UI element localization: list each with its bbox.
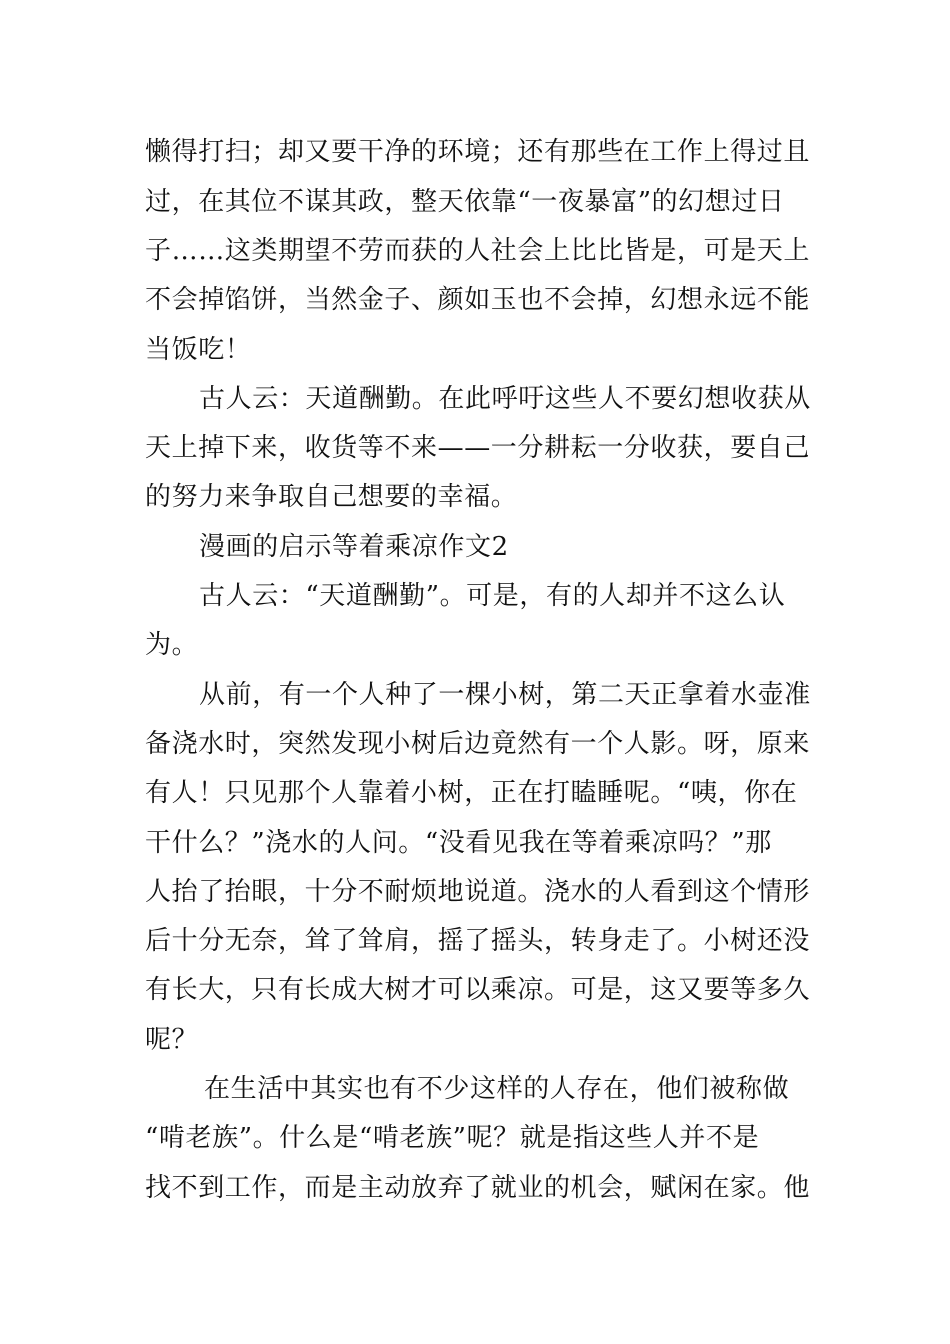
paragraph-start-line: 古人云：“天道酬勤”。可是，有的人却并不这么认 — [199, 581, 786, 611]
text-line: 有长大，只有长成大树才可以乘凉。可是，这又要等多久 — [145, 975, 811, 1005]
text-line: 人抬了抬眼，十分不耐烦地说道。浇水的人看到这个情形 — [145, 877, 811, 907]
text-line: 子……这类期望不劳而获的人社会上比比皆是，可是天上 — [145, 236, 811, 266]
text-line: 不会掉馅饼，当然金子、颜如玉也不会掉，幻想永远不能 — [145, 285, 811, 315]
text-line: 懒得打扫；却又要干净的环境；还有那些在工作上得过且 — [145, 137, 811, 167]
text-line: 的努力来争取自己想要的幸福。 — [145, 482, 518, 512]
section-heading: 漫画的启示等着乘凉作文2 — [199, 532, 509, 562]
paragraph-start-line: 从前，有一个人种了一棵小树，第二天正拿着水壶准 — [199, 680, 811, 710]
text-line: 有人！只见那个人靠着小树，正在打瞌睡呢。“咦，你在 — [145, 778, 798, 808]
text-line: 呢？ — [145, 1025, 199, 1055]
paragraph-start-line: 在生活中其实也有不少这样的人存在，他们被称做 — [204, 1074, 790, 1104]
text-line: 当饭吃！ — [145, 335, 252, 365]
text-line: 干什么？”浇水的人问。“没看见我在等着乘凉吗？”那 — [145, 828, 772, 858]
paragraph-start-line: 古人云：天道酬勤。在此呼吁这些人不要幻想收获从 — [199, 384, 811, 414]
text-line: 天上掉下来，收货等不来——一分耕耘一分收获，要自己 — [145, 433, 811, 463]
text-line: “啃老族”。什么是“啃老族”呢？就是指这些人并不是 — [145, 1123, 760, 1153]
text-line: 过，在其位不谋其政，整天依靠“一夜暴富”的幻想过日 — [145, 187, 785, 217]
text-line: 备浇水时，突然发现小树后边竟然有一个人影。呀，原来 — [145, 729, 811, 759]
text-line: 为。 — [145, 630, 199, 660]
text-line: 后十分无奈，耸了耸肩，摇了摇头，转身走了。小树还没 — [145, 926, 811, 956]
text-line: 找不到工作，而是主动放弃了就业的机会，赋闲在家。他 — [145, 1173, 811, 1203]
